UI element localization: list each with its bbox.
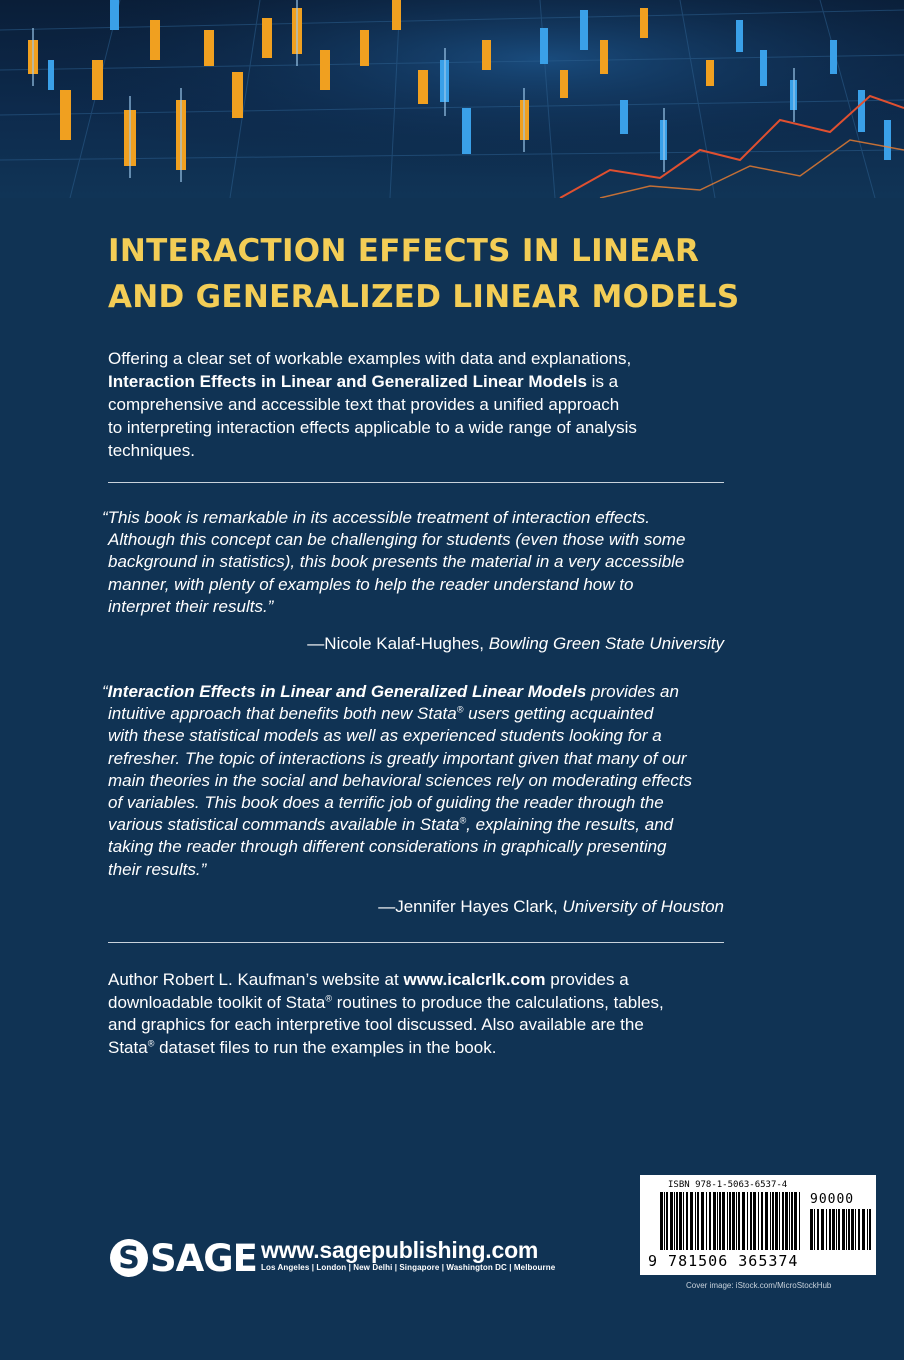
sage-logo-icon: S [110, 1239, 148, 1277]
barcode-bar [732, 1192, 735, 1250]
barcode-price-code: 90000 [810, 1192, 855, 1207]
intro-line-2 [108, 370, 728, 393]
sage-logo-text: SAGE [150, 1236, 257, 1280]
barcode-bar [817, 1209, 819, 1250]
isbn-label: ISBN 978-1-5063-6537-4 [668, 1180, 788, 1190]
quote1-line-1: “This book is remarkable in its accessible treatment of interaction effects. [102, 508, 651, 527]
author-line-4 [108, 1037, 728, 1060]
barcode-bar [695, 1192, 696, 1250]
quote2-open-mark: “ [102, 682, 108, 701]
barcode-bar [690, 1192, 693, 1250]
intro-line-5: techniques. [108, 441, 195, 460]
quote1-line-5: interpret their results.” [108, 596, 274, 616]
quote1-reviewer-affiliation: Bowling Green State University [488, 634, 724, 653]
barcode-bar [782, 1192, 784, 1250]
author-line-4b: dataset files to run the examples in the book. [154, 1037, 497, 1057]
quote2-reviewer-name: —Jennifer Hayes Clark, [378, 897, 563, 916]
quote2-line-9: their results.” [108, 859, 207, 879]
intro-blurb [108, 347, 728, 462]
publisher-info [261, 1238, 555, 1274]
sage-logo [110, 1236, 257, 1280]
barcode-bar [785, 1192, 788, 1250]
barcode-bar [814, 1209, 815, 1250]
barcode-bar [729, 1192, 731, 1250]
barcode-bar [858, 1209, 860, 1250]
barcode-bar [683, 1192, 684, 1250]
review-quote-1 [102, 507, 724, 618]
intro-line-4: to interpreting interaction effects applicable to a wide range of analysis [108, 418, 637, 437]
barcode-bar [738, 1192, 740, 1250]
author-line-2b: routines to produce the calculations, tables, [332, 992, 664, 1012]
publisher-url[interactable]: www.sagepublishing.com [261, 1237, 539, 1263]
quote1-line-2: Although this concept can be challenging for students (even those with some [108, 530, 686, 550]
registered-mark: ® [459, 815, 467, 826]
barcode-bar [706, 1192, 707, 1250]
barcode-bar [846, 1209, 847, 1250]
barcode-bar [826, 1209, 827, 1250]
barcode-bar [679, 1192, 682, 1250]
barcode-bar [838, 1209, 840, 1250]
barcode-bar [765, 1192, 768, 1250]
barcode-bar [842, 1209, 845, 1250]
barcode-bar [701, 1192, 704, 1250]
barcode-bar [829, 1209, 831, 1250]
book-title-line-2: AND GENERALIZED LINEAR MODELS [108, 279, 740, 315]
barcode-bar [717, 1192, 718, 1250]
quote2-line-2b: users getting acquainted [463, 704, 654, 724]
author-line-2 [108, 992, 728, 1015]
quote1-line-4: manner, with plenty of examples to help the reader understand how to [108, 574, 634, 594]
intro-book-title: Interaction Effects in Linear and Generalized Linear Models [108, 372, 587, 391]
barcode-bar [770, 1192, 771, 1250]
barcode-bar [736, 1192, 737, 1250]
author-line-4a: Stata [108, 1037, 148, 1057]
barcode-bar [832, 1209, 835, 1250]
barcode-bar [727, 1192, 728, 1250]
barcode-bar [836, 1209, 837, 1250]
barcode-bar [851, 1209, 854, 1250]
quote2-line-7a: various statistical commands available in Stata [108, 815, 460, 835]
quote2-line-1-rest: provides an [586, 682, 679, 701]
quote2-line-5: main theories in the social and behavioral sciences rely on moderating effects [108, 770, 692, 790]
barcode-bar [722, 1192, 725, 1250]
quote2-line-4: refresher. The topic of interactions is greatly important given that many of our [108, 748, 687, 768]
barcode-bar [794, 1192, 797, 1250]
barcode-bar [775, 1192, 778, 1250]
barcode-bar [664, 1192, 665, 1250]
barcode-bar [867, 1209, 868, 1250]
quote2-line-7b: , explaining the results, and [466, 815, 674, 835]
barcode-bar [660, 1192, 663, 1250]
quote2-reviewer-affiliation: University of Houston [562, 897, 724, 916]
barcode-bar [750, 1192, 752, 1250]
quote2-line-2 [102, 703, 724, 725]
cover-banner-image [0, 0, 904, 198]
review-quote-2 [102, 681, 724, 881]
barcode-bar [709, 1192, 711, 1250]
candlestick-illustration [0, 0, 904, 198]
barcode-digits: 9 781506 365374 [648, 1252, 799, 1270]
barcode-bar [772, 1192, 774, 1250]
author-line-3: and graphics for each interpretive tool discussed. Also available are the [108, 1015, 644, 1035]
quote1-line-3: background in statistics), this book presents the material in a very accessible [108, 552, 685, 572]
book-title [108, 228, 808, 320]
barcode-bar [753, 1192, 756, 1250]
quote1-attribution [307, 633, 724, 655]
barcode-bar [855, 1209, 856, 1250]
quote2-line-1 [102, 681, 724, 703]
quote2-line-2a: intuitive approach that benefits both new Stata [108, 704, 457, 724]
barcode-bar [789, 1192, 790, 1250]
barcode-bar [758, 1192, 759, 1250]
divider-bottom [108, 942, 724, 943]
intro-line-3: comprehensive and accessible text that provides a unified approach [108, 395, 620, 414]
author-line-1b: provides a [545, 970, 629, 989]
author-line-1 [108, 969, 728, 992]
divider-top [108, 482, 724, 483]
barcode-bar [848, 1209, 850, 1250]
quote1-reviewer-name: —Nicole Kalaf-Hughes, [307, 634, 489, 653]
barcode-bar [686, 1192, 688, 1250]
quote2-book-title: Interaction Effects in Linear and Generalized Linear Models [107, 682, 587, 701]
barcode-bar [821, 1209, 824, 1250]
barcode-bar [719, 1192, 721, 1250]
barcode-bar [810, 1209, 813, 1250]
barcode-bar [697, 1192, 699, 1250]
registered-mark: ® [147, 1038, 155, 1049]
barcode-bar [761, 1192, 763, 1250]
isbn-barcode [640, 1175, 876, 1275]
registered-mark: ® [456, 704, 464, 715]
publisher-cities: Los Angeles | London | New Delhi | Singapore | Washington DC | Melbourne [261, 1263, 556, 1272]
barcode-bar [666, 1192, 668, 1250]
author-blurb [108, 969, 728, 1059]
barcode-bar [799, 1192, 800, 1250]
barcode-bar [779, 1192, 780, 1250]
barcode-bar [713, 1192, 716, 1250]
barcode-bar [862, 1209, 865, 1250]
quote2-line-6: of variables. This book does a terrific job of guiding the reader through the [108, 793, 664, 813]
barcode-bar [670, 1192, 673, 1250]
cover-image-credit: Cover image: iStock.com/MicroStockHub [686, 1281, 832, 1290]
barcode-bar [742, 1192, 745, 1250]
author-website-link[interactable]: www.icalcrlk.com [403, 970, 546, 989]
barcode-bar [869, 1209, 871, 1250]
intro-line-1: Offering a clear set of workable examples with data and explanations, [108, 349, 632, 368]
barcode-bar [676, 1192, 678, 1250]
quote2-line-8: taking the reader through different considerations in graphically presenting [108, 837, 667, 857]
barcode-bar [747, 1192, 748, 1250]
intro-line-2-rest: is a [586, 372, 619, 391]
barcode-bar [791, 1192, 793, 1250]
registered-mark: ® [325, 992, 333, 1003]
barcode-bar [674, 1192, 675, 1250]
author-line-2a: downloadable toolkit of Stata [108, 992, 326, 1012]
quote2-line-7 [102, 814, 724, 836]
quote2-attribution [378, 896, 724, 918]
author-line-1a: Author Robert L. Kaufman’s website at [108, 970, 404, 989]
quote2-line-3: with these statistical models as well as experienced students looking for a [108, 726, 662, 746]
book-title-line-1: INTERACTION EFFECTS IN LINEAR [108, 233, 700, 269]
